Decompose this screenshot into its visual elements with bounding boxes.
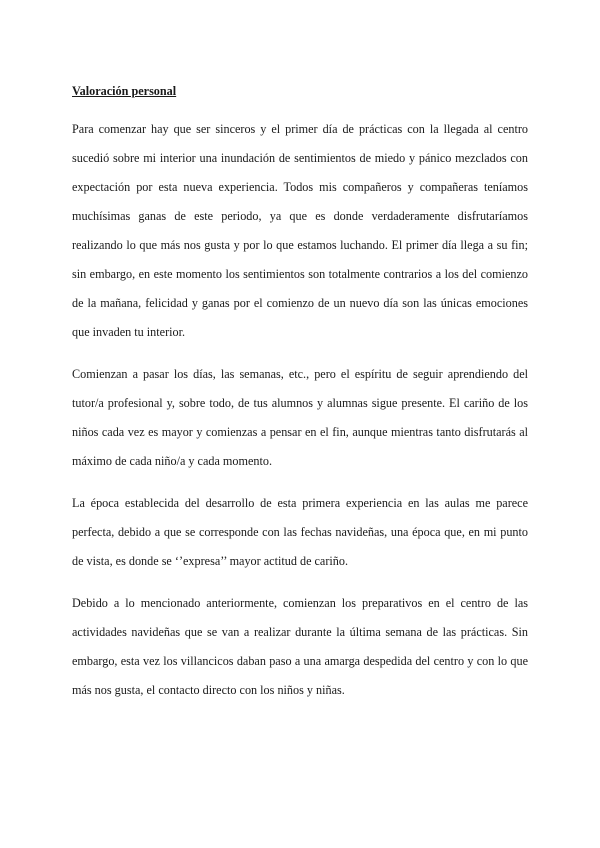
section-heading: Valoración personal <box>72 84 177 98</box>
paragraph-2: Comienzan a pasar los días, las semanas, etc., pero el espíritu de seguir aprendiendo del tutor/a profesional y, sobre todo, de tus alumnos y alumnas sigue presente. El cariño de los niños cada vez es mayor y comienzas a pensar en el fin, aunque mientras tanto disfrutarás al máximo de cada niño/a y cada momento. <box>72 367 528 468</box>
paragraph-1: Para comenzar hay que ser sinceros y el primer día de prácticas con la llegada al centro sucedió sobre mi interior una inundación de sentimientos de miedo y pánico mezclados con expectación por esta nueva experiencia. Todos mis compañeros y compañeras teníamos muchísimas ganas de este periodo, ya que es donde verdaderamente disfrutaríamos realizando lo que más nos gusta y por lo que estamos luchando. El primer día llega a su fin; sin embargo, en este momento los sentimientos son totalmente contrarios a los del comienzo de la mañana, felicidad y ganas por el comienzo de un nuevo día son las únicas emociones que invaden tu interior. <box>72 122 528 339</box>
document-body <box>72 82 528 718</box>
paragraph-4: Debido a lo mencionado anteriormente, comienzan los preparativos en el centro de las actividades navideñas que se van a realizar durante la última semana de las prácticas. Sin embargo, esta vez los villancicos daban paso a una amarga despedida del centro y con lo que más nos gusta, el contacto directo con los niños y niñas. <box>72 596 528 697</box>
paragraph-3: La época establecida del desarrollo de esta primera experiencia en las aulas me parece perfecta, debido a que se corresponde con las fechas navideñas, una época que, en mi punto de vista, es donde se ‘’expresa’’ mayor actitud de cariño. <box>72 496 528 568</box>
